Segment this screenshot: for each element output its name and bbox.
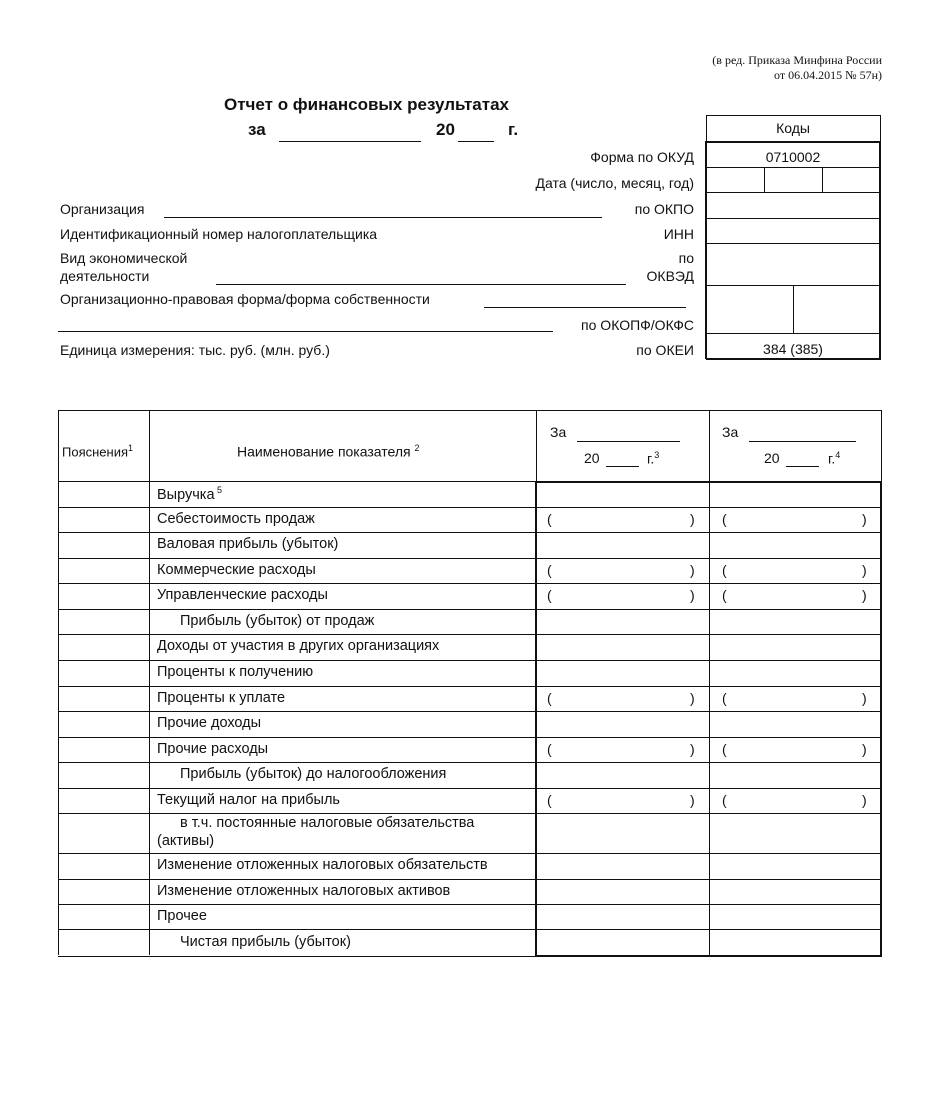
row-label: Выручка $^5$ [157,485,223,503]
row-divider [58,788,536,789]
col-notes-header [62,443,133,459]
value-cell-period1[interactable] [537,789,708,813]
value-cell-period2[interactable] [710,814,879,853]
value-cell-period2[interactable] [710,789,879,813]
activity-field[interactable] [216,284,626,285]
row-label: Доходы от участия в других организациях [157,638,440,654]
row-label: в т.ч. постоянные налоговые обязательства [180,815,475,831]
okopf-label: по ОКОПФ/ОКФС [581,317,694,333]
title-year-prefix: 20 [436,120,455,139]
row-divider [58,904,536,905]
title-za: за [248,120,266,139]
row-label: Прибыль (убыток) от продаж [180,612,375,629]
period1-sup: 3 [654,450,660,460]
row-label: Проценты к получению [157,664,314,680]
row-label: Себестоимость продаж [157,510,315,527]
paren-open: ( [722,587,727,603]
col-notes-label: Пояснения [62,444,129,460]
okved-label-1: по [678,250,694,266]
period1-year-prefix: 20 [584,450,600,466]
paren-close: ) [690,740,695,757]
value-cell-period2[interactable] [710,905,879,929]
row-label: Коммерческие расходы [157,561,316,578]
value-cell-period1[interactable] [537,930,708,956]
row-divider [58,609,536,610]
value-cell-period1[interactable] [537,738,708,762]
value-cell-period2[interactable] [710,482,879,507]
paren-open: ( [547,740,552,757]
row-label: Изменение отложенных налоговых обязательств [157,857,488,873]
period2-field[interactable] [749,441,856,442]
row-label: Управленческие расходы [157,587,328,603]
col-name-label: Наименование показателя [237,443,411,460]
okpo-label: по ОКПО [634,201,694,217]
row-label: Прочие расходы [157,740,269,757]
period1-g [647,450,659,467]
value-cell-period1[interactable] [537,584,708,609]
legal-form-label: Организационно-правовая форма/форма собственности [60,291,430,307]
paren-open: ( [547,791,552,808]
value-cell-period2[interactable] [710,687,879,711]
row-label-cont: (активы) [157,833,215,849]
row-divider [58,853,536,854]
value-cell-period2[interactable] [710,533,879,558]
row-divider [58,507,536,508]
value-cell-period1[interactable] [537,763,708,788]
period1-za: За [550,424,567,440]
paren-open: ( [547,587,552,603]
legal-form-field[interactable] [484,307,686,308]
value-cell-period2[interactable] [710,661,879,686]
value-cell-period2[interactable] [710,930,879,956]
row-divider [58,737,536,738]
value-cell-period2[interactable] [710,610,879,634]
paren-close: ) [862,740,867,757]
value-cell-period2[interactable] [710,584,879,609]
value-cell-period1[interactable] [537,712,708,737]
paren-open: ( [547,510,552,527]
paren-open: ( [722,791,727,808]
value-cell-period1[interactable] [537,559,708,583]
paren-open: ( [722,740,727,757]
col-name-sup: 2 [414,443,420,453]
inn-field-label: Идентификационный номер налогоплательщика [60,226,378,242]
value-cell-period1[interactable] [537,880,708,904]
organization-field[interactable] [164,217,602,218]
activity-label-2: деятельности [60,268,150,284]
paren-open: ( [722,510,727,527]
value-cell-period1[interactable] [537,814,708,853]
value-cell-period2[interactable] [710,508,879,532]
value-cell-period1[interactable] [537,905,708,929]
paren-close: ) [690,791,695,808]
row-label-sup: 5 [214,485,223,495]
row-divider [58,762,536,763]
period2-g [828,450,840,467]
row-divider [58,686,536,687]
paren-close: ) [690,587,695,603]
paren-close: ) [690,561,695,578]
value-cell-period1[interactable] [537,661,708,686]
paren-open: ( [547,689,552,706]
value-cell-period2[interactable] [710,712,879,737]
value-cell-period2[interactable] [710,763,879,788]
okei-value: 384 (385) [763,341,823,357]
paren-open: ( [722,561,727,578]
row-divider [58,711,536,712]
row-label: Текущий налог на прибыль [157,791,340,808]
value-cell-period1[interactable] [537,635,708,660]
paren-open: ( [722,689,727,706]
row-divider [58,532,536,533]
row-divider [58,558,536,559]
regulation-note-line2: от 06.04.2015 № 57н) [774,68,882,82]
title-year-suffix: г. [508,120,519,139]
period2-year-prefix: 20 [764,450,780,466]
okved-label-2: ОКВЭД [646,268,694,284]
row-label: Изменение отложенных налоговых активов [157,882,451,899]
row-label: Валовая прибыль (убыток) [157,536,339,552]
value-cell-period2[interactable] [710,880,879,904]
paren-close: ) [862,510,867,527]
value-cell-period1[interactable] [537,854,708,879]
row-divider [58,583,536,584]
row-label: Прочее [157,907,207,924]
value-cell-period1[interactable] [537,610,708,634]
row-divider [58,956,536,957]
value-cell-period1[interactable] [537,687,708,711]
okei-label: по ОКЕИ [636,342,694,358]
period-field[interactable] [279,141,421,142]
value-cell-period1[interactable] [537,533,708,558]
value-cell-period1[interactable] [537,482,708,507]
period1-year-field[interactable] [606,466,639,467]
activity-label-1: Вид экономической [60,250,188,266]
row-label: Чистая прибыль (убыток) [180,933,351,950]
row-label: Прибыль (убыток) до налогообложения [180,766,447,782]
col-name-header [237,443,420,460]
paren-close: ) [862,791,867,808]
inn-label: ИНН [663,226,694,242]
paren-close: ) [862,689,867,706]
legal-form-field-2[interactable] [58,331,553,332]
value-cell-period2[interactable] [710,738,879,762]
codes-header: Коды [776,120,810,136]
row-label: Проценты к уплате [157,689,286,706]
paren-close: ) [862,561,867,578]
date-label: Дата (число, месяц, год) [535,175,694,191]
period1-field[interactable] [577,441,680,442]
period1-g-label: г. [647,450,655,467]
okud-label: Форма по ОКУД [590,149,694,165]
row-label: Прочие доходы [157,715,262,731]
paren-close: ) [690,510,695,527]
paren-open: ( [547,561,552,578]
value-cell-period2[interactable] [710,559,879,583]
paren-close: ) [862,587,867,603]
unit-label: Единица измерения: тыс. руб. (млн. руб.) [60,342,330,358]
row-divider [58,660,536,661]
row-divider [58,929,536,930]
report-title: Отчет о финансовых результатах [224,95,509,114]
value-cell-period2[interactable] [710,635,879,660]
row-divider [58,813,536,814]
okud-value: 0710002 [765,149,821,165]
paren-close: ) [690,689,695,706]
value-cell-period1[interactable] [537,508,708,532]
period2-g-label: г. [828,450,836,467]
period2-za: За [722,424,739,440]
period2-year-field[interactable] [786,466,819,467]
col-notes-sup: 1 [128,443,134,453]
row-divider [58,879,536,880]
value-cell-period2[interactable] [710,854,879,879]
row-divider [58,634,536,635]
regulation-note-line1: (в ред. Приказа Минфина России [712,53,882,67]
organization-label: Организация [60,201,145,217]
year-field[interactable] [458,141,494,142]
period2-sup: 4 [835,450,841,460]
regulation-note [712,53,882,83]
